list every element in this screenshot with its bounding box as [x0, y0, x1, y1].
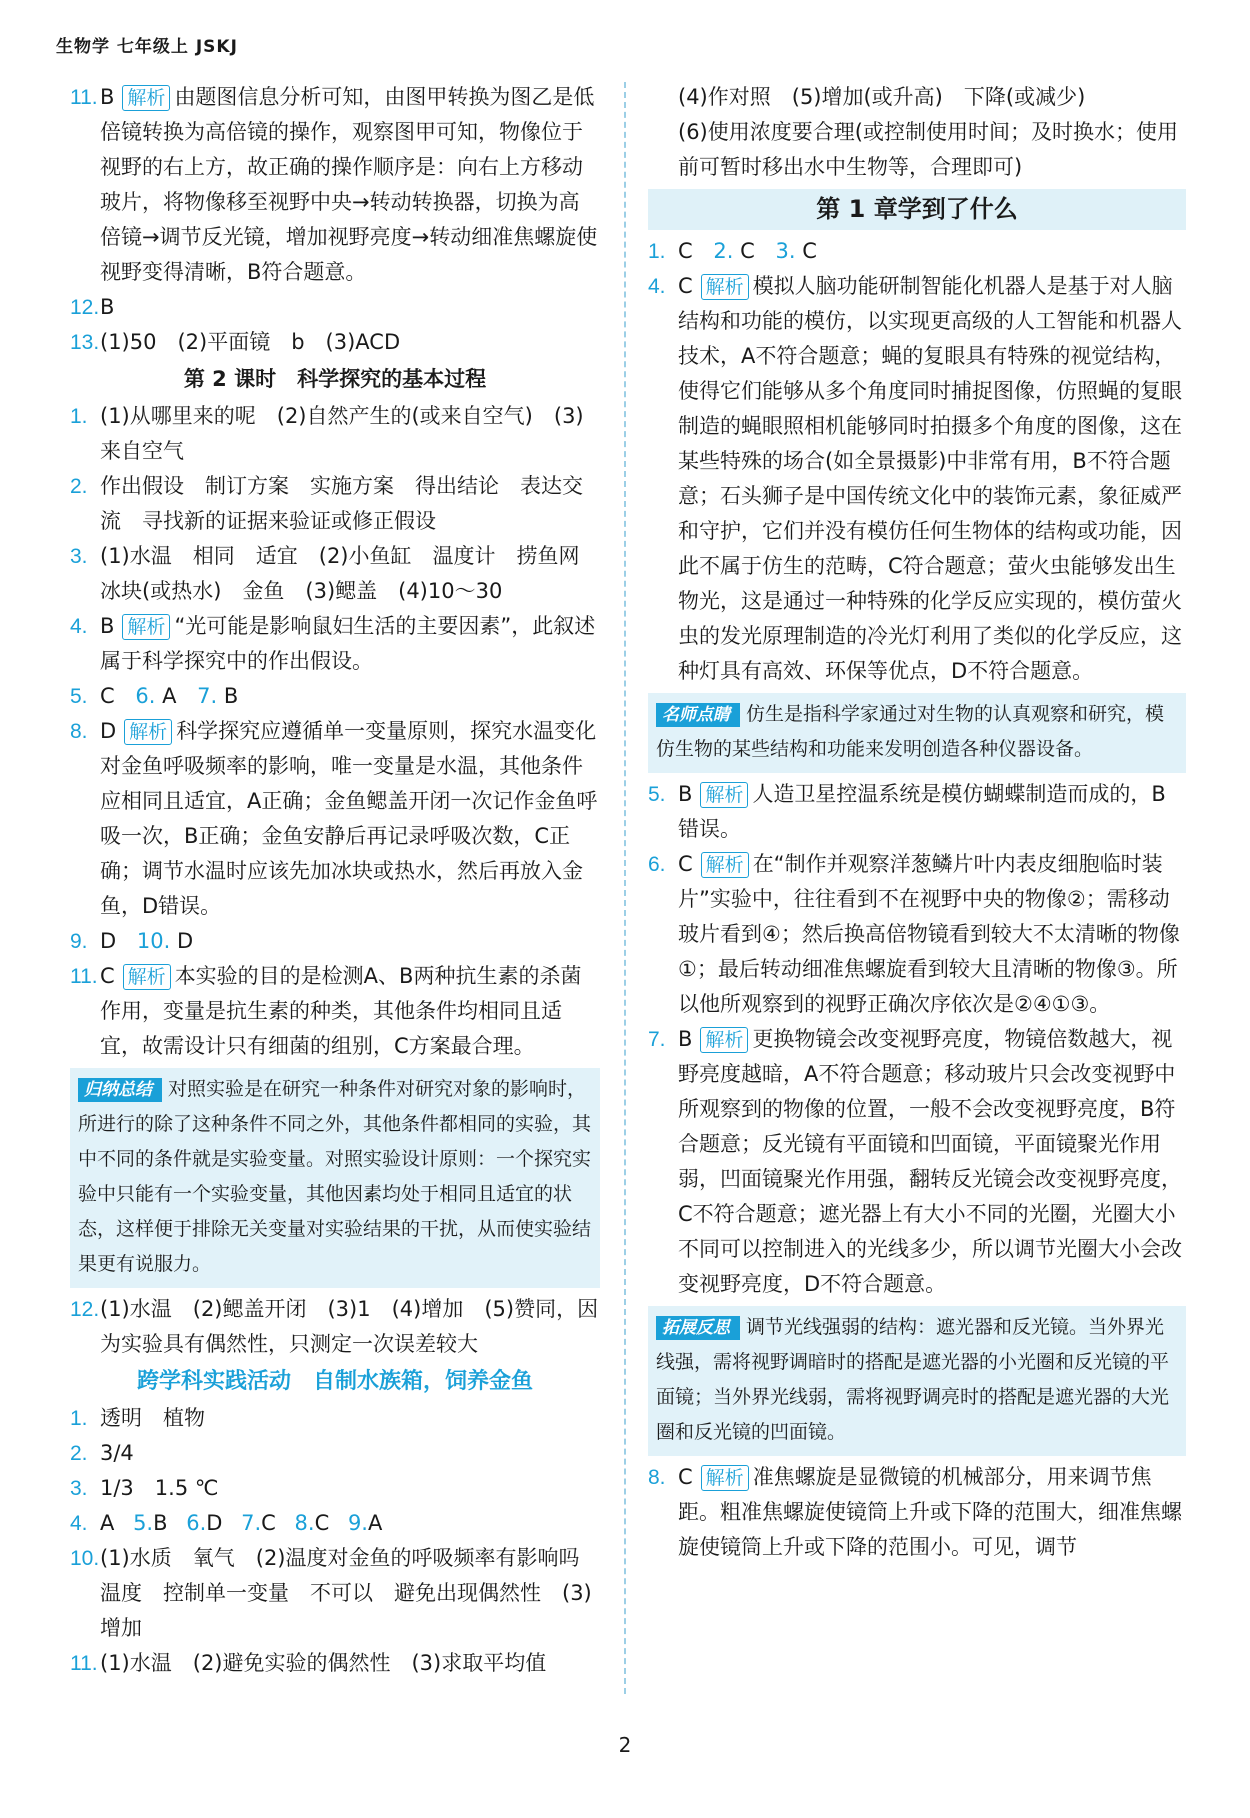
- analysis-tag: 解析: [123, 964, 171, 990]
- answer-text: (1)水质 氧气 (2)温度对金鱼的呼吸频率有影响吗 温度 控制单一变量 不可以 避免出现偶然性 (3)增加: [100, 1546, 601, 1640]
- analysis-tag: 解析: [122, 614, 170, 640]
- item-number: 6.: [648, 853, 666, 876]
- note-text: 仿生是指科学家通过对生物的认真观察和研究，模仿生物的某些结构和功能来发明创造各种仪器设备。: [656, 703, 1165, 760]
- answer-letter: B: [223, 684, 239, 708]
- answer-item: [70, 1292, 600, 1362]
- analysis-tag: 解析: [700, 782, 748, 808]
- answer-item: [70, 399, 600, 469]
- item-number: 11.: [70, 965, 98, 988]
- item-number: 8.: [648, 1466, 666, 1489]
- answer-continuation: (4)作对照 (5)增加(或升高) 下降(或减少): [678, 85, 1086, 109]
- item-number: 4.: [648, 275, 666, 298]
- analysis-text: “光可能是影响鼠妇生活的主要因素”，此叙述属于科学探究中的作出假设。: [100, 614, 596, 673]
- item-number: 6.: [186, 1511, 207, 1535]
- item-number: 13.: [70, 331, 100, 354]
- answer-letter: D: [206, 1511, 223, 1535]
- lesson-heading: 第 2 课时 科学探究的基本过程: [183, 367, 487, 391]
- item-number: 8.: [294, 1511, 315, 1535]
- answer-item: [648, 847, 1186, 1022]
- analysis-text: 人造卫星控温系统是模仿蝴蝶制造而成的，B错误。: [678, 782, 1166, 841]
- right-column: [648, 80, 1186, 1565]
- answer-item: [70, 959, 600, 1064]
- answer-letter: C: [802, 239, 817, 263]
- answer-letter: C: [678, 239, 693, 263]
- answer-letter: A: [100, 1511, 115, 1535]
- item-number: 7.: [197, 684, 218, 708]
- answer-item: [70, 325, 600, 360]
- answer-letter: C: [678, 274, 693, 298]
- item-number: 9.: [70, 930, 88, 953]
- item-number: 10.: [70, 1547, 100, 1570]
- analysis-text: 由题图信息分析可知，由图甲转换为图乙是低倍镜转换为高倍镜的操作，观察图甲可知，物像位于视野的右上方，故正确的操作顺序是：向右上方移动玻片，将物像移至视野中央→转动转换器，切换为高倍镜→调节反光镜，增加视野亮度→转动细准焦螺旋使视野变得清晰，B符合题意。: [100, 85, 598, 284]
- answer-letter: C: [261, 1511, 276, 1535]
- analysis-tag: 解析: [701, 852, 749, 878]
- answer-item: [70, 1646, 600, 1681]
- page-number: 2: [618, 1733, 632, 1757]
- item-number: 5.: [70, 685, 88, 708]
- analysis-text: 更换物镜会改变视野亮度，物镜倍数越大，视野亮度越暗，A不符合题意；移动玻片只会改变视野中所观察到的物像的位置，一般不会改变视野亮度，B符合题意；反光镜有平面镜和凹面镜，平面镜聚光作用弱，凹面镜聚光作用强，翻转反光镜会改变视野亮度，C不符合题意；遮光器上有大小不同的光圈，光圈大小不同可以控制进入的光线多少，所以调节光圈大小会改变视野亮度，D不符合题意。: [678, 1027, 1182, 1296]
- answer-item: [70, 1401, 600, 1436]
- item-number: 11.: [70, 86, 98, 109]
- answer-item: [648, 777, 1186, 847]
- answer-text: (1)水温 (2)避免实验的偶然性 (3)求取平均值: [100, 1651, 547, 1675]
- answer-letter: A: [162, 684, 177, 708]
- answer-letter: C: [314, 1511, 330, 1535]
- answer-letter: C: [100, 964, 115, 988]
- answer-item: [70, 1506, 600, 1541]
- answer-letter: D: [176, 929, 194, 953]
- analysis-text: 在“制作并观察洋葱鳞片叶内表皮细胞临时装片”实验中，往往看到不在视野中央的物像②；需移动玻片看到④；然后换高倍物镜看到较大不太清晰的物像①；最后转动细准焦螺旋看到较大且清晰的物像③。所以他所观察到的视野正确次序依次是②④①③。: [678, 852, 1180, 1016]
- answer-item: [70, 679, 600, 714]
- item-number: 9.: [347, 1511, 368, 1535]
- answer-text: (1)从哪里来的呢 (2)自然产生的(或来自空气) (3)来自空气: [100, 404, 584, 463]
- answer-text: 透明 植物: [100, 1406, 205, 1430]
- answer-letter: C: [678, 852, 693, 876]
- analysis-tag: 解析: [122, 85, 170, 111]
- analysis-tag: 解析: [701, 274, 749, 300]
- analysis-tag: 解析: [700, 1027, 748, 1053]
- item-number: 4.: [70, 1512, 88, 1535]
- chapter-summary-heading: 第 1 章学到了什么: [648, 189, 1186, 230]
- answer-continuation: (6)使用浓度要合理(或控制使用时间；及时换水；使用前可暂时移出水中生物等，合理即可): [678, 120, 1178, 179]
- item-number: 4.: [70, 615, 88, 638]
- answer-text: 1/3 1.5 ℃: [100, 1476, 219, 1500]
- answer-text: 3/4: [100, 1441, 134, 1465]
- answer-item: [648, 1022, 1186, 1302]
- item-number: 1.: [648, 240, 666, 263]
- note-label: 拓展反思: [656, 1316, 740, 1340]
- item-number: 2.: [70, 1442, 88, 1465]
- item-number: 2.: [70, 475, 88, 498]
- item-number: 2.: [713, 239, 734, 263]
- answer-letter: B: [100, 85, 115, 109]
- summary-note: [70, 1068, 600, 1288]
- answer-text: 作出假设 制订方案 实施方案 得出结论 表达交流 寻找新的证据来验证或修正假设: [100, 474, 583, 533]
- answer-item: [70, 1436, 600, 1471]
- answer-item: [70, 714, 600, 924]
- answer-text: (1)水温 (2)鳃盖开闭 (3)1 (4)增加 (5)赞同，因为实验具有偶然性，只测定一次误差较大: [100, 1297, 599, 1356]
- analysis-text: 准焦螺旋是显微镜的机械部分，用来调节焦距。粗准焦螺旋使镜筒上升或下降的范围大，细准焦螺旋使镜筒上升或下降的范围小。可见，调节: [678, 1465, 1182, 1559]
- answer-letter: C: [100, 684, 115, 708]
- answer-letter: B: [100, 614, 115, 638]
- answer-text: (1)水温 相同 适宜 (2)小鱼缸 温度计 捞鱼网 冰块(或热水) 金鱼 (3)鳃盖 (4)10～30: [100, 544, 601, 603]
- analysis-text: 本实验的目的是检测A、B两种抗生素的杀菌作用，变量是抗生素的种类，其他条件均相同且适宜，故需设计只有细菌的组别，C方案最合理。: [100, 964, 582, 1058]
- answer-letter: B: [678, 1027, 693, 1051]
- item-number: 3.: [70, 545, 88, 568]
- item-number: 10.: [136, 929, 171, 953]
- answer-item: [70, 80, 600, 290]
- answer-item: [70, 1541, 600, 1646]
- running-header: 生物学 七年级上 JSKJ: [56, 37, 238, 57]
- answer-item: [70, 924, 600, 959]
- item-number: 7.: [241, 1511, 262, 1535]
- note-text: 调节光线强弱的结构：遮光器和反光镜。当外界光线强，需将视野调暗时的搭配是遮光器的小光圈和反光镜的平面镜；当外界光线弱，需将视野调亮时的搭配是遮光器的大光圈和反光镜的凹面镜。: [656, 1316, 1170, 1443]
- item-number: 1.: [70, 1407, 88, 1430]
- answer-text: (1)50 (2)平面镜 b (3)ACD: [100, 330, 401, 354]
- item-number: 12.: [70, 296, 100, 319]
- answer-letter: B: [678, 782, 693, 806]
- answer-item: [70, 469, 600, 539]
- item-number: 5.: [133, 1511, 154, 1535]
- answer-item: [648, 269, 1186, 689]
- analysis-tag: 解析: [124, 719, 172, 745]
- item-number: 11.: [70, 1652, 98, 1675]
- note-text: 对照实验是在研究一种条件对研究对象的影响时，所进行的除了这种条件不同之外，其他条件都相同的实验，其中不同的条件就是实验变量。对照实验设计原则：一个探究实验中只能有一个实验变量，其他因素均处于相同且适宜的状态，这样便于排除无关变量对实验结果的干扰，从而使实验结果更有说服力。: [78, 1078, 592, 1275]
- answer-letter: B: [100, 295, 115, 319]
- left-column: [70, 80, 600, 1681]
- answer-letter: D: [100, 719, 117, 743]
- answer-letter: D: [100, 929, 117, 953]
- answer-letter: B: [153, 1511, 168, 1535]
- column-divider: [624, 82, 626, 1694]
- answer-letter: C: [740, 239, 755, 263]
- item-number: 7.: [648, 1028, 666, 1051]
- teacher-tip-note: [648, 693, 1186, 773]
- item-number: 1.: [70, 405, 88, 428]
- answer-item: [648, 234, 1186, 269]
- answer-item: [70, 1471, 600, 1506]
- answer-item: [70, 609, 600, 679]
- analysis-text: 科学探究应遵循单一变量原则，探究水温变化对金鱼呼吸频率的影响，唯一变量是水温，其他条件应相同且适宜，A正确；金鱼鳃盖开闭一次记作金鱼呼吸一次，B正确；金鱼安静后再记录呼吸次数，C正确；调节水温时应该先加冰块或热水，然后再放入金鱼，D错误。: [100, 719, 598, 918]
- extension-note: [648, 1306, 1186, 1456]
- practice-heading: 跨学科实践活动 自制水族箱，饲养金鱼: [136, 1369, 533, 1394]
- item-number: 6.: [135, 684, 156, 708]
- analysis-tag: 解析: [701, 1465, 749, 1491]
- note-label: 名师点睛: [656, 703, 740, 727]
- item-number: 12.: [70, 1298, 100, 1321]
- answer-letter: C: [678, 1465, 693, 1489]
- item-number: 3.: [70, 1477, 88, 1500]
- note-label: 归纳总结: [78, 1078, 162, 1102]
- answer-item: [70, 539, 600, 609]
- item-number: 3.: [775, 239, 796, 263]
- answer-item: [70, 290, 600, 325]
- analysis-text: 模拟人脑功能研制智能化机器人是基于对人脑结构和功能的模仿，以实现更高级的人工智能和机器人技术，A不符合题意；蝇的复眼具有特殊的视觉结构，使得它们能够从多个角度同时捕捉图像，仿照蝇的复眼制造的蝇眼照相机能够同时拍摄多个角度的图像，这在某些特殊的场合(如全景摄影)中非常有用，B不符合题意；石头狮子是中国传统文化中的装饰元素，象征威严和守护，它们并没有模仿任何生物体的结构或功能，因此不属于仿生的范畴，C符合题意；萤火虫能够发出生物光，这是通过一种特殊的化学反应实现的，模仿萤火虫的发光原理制造的冷光灯利用了类似的化学反应，这种灯具有高效、环保等优点，D不符合题意。: [678, 274, 1182, 683]
- answer-item: [648, 1460, 1186, 1565]
- answer-letter: A: [367, 1511, 383, 1535]
- item-number: 5.: [648, 783, 666, 806]
- item-number: 8.: [70, 720, 88, 743]
